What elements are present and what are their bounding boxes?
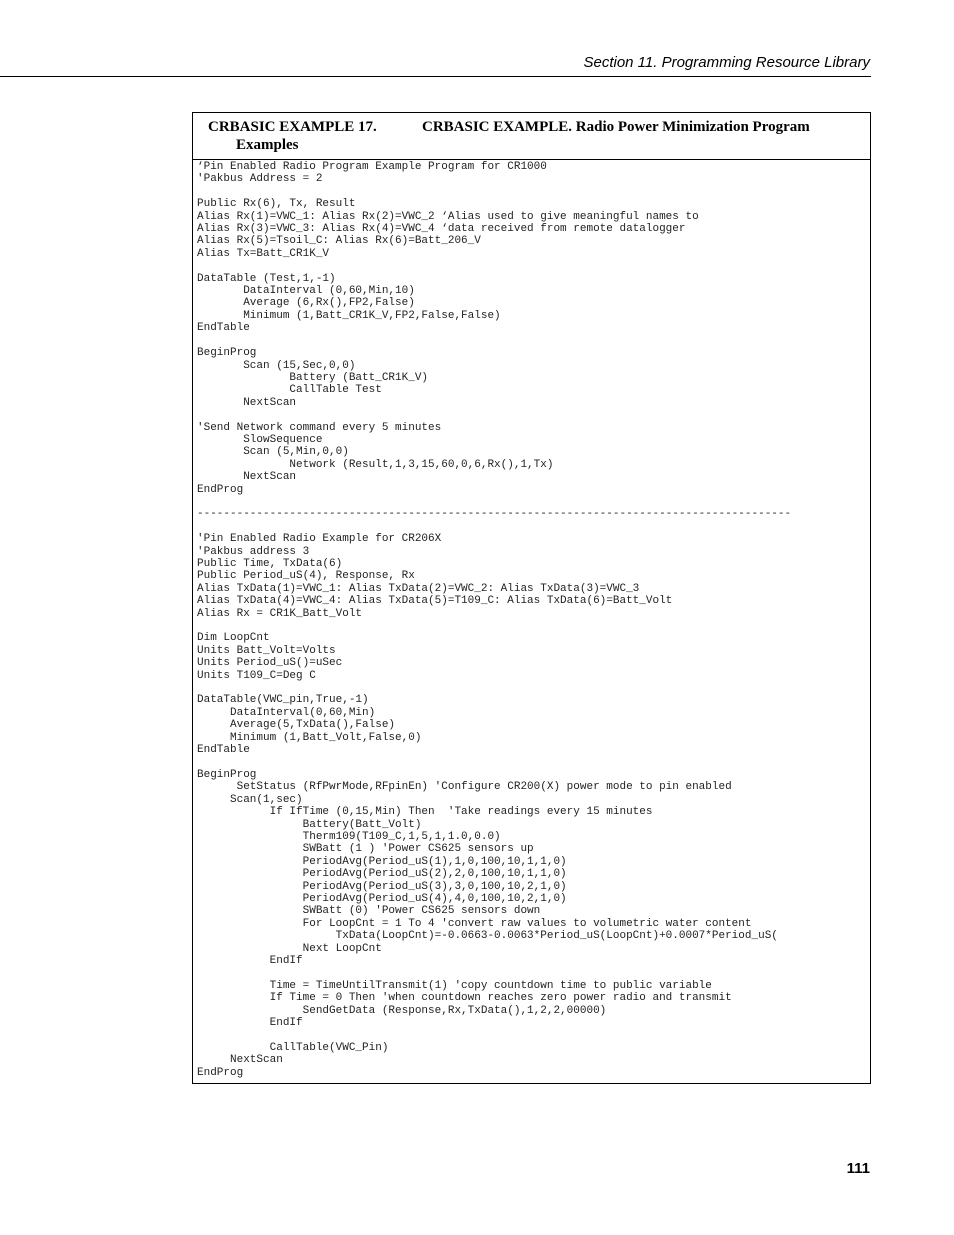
code-listing: ‘Pin Enabled Radio Program Example Program for CR1000 'Pakbus Address = 2 Public Rx(6), Tx, Result Alias Rx(1)=VWC_1: Alias Rx(2)=VWC_2 ‘Alias used to give meaningful names to Alias Rx(3)=VWC_3: Alias Rx(4)=VWC_4 ‘data received from remote datalogger Alias Rx(5)=Tsoil_C: Alias Rx(6)=Batt_206_V Alias Tx=Batt_CR1K_V DataTable (Test,1,-1) DataInterval (0,60,Min,10) Average (6,Rx(),FP2,False) Minimum (1,Batt_CR1K_V,FP2,False,False) EndTable BeginProg Scan (15,Sec,0,0) Battery (Batt_CR1K_V) CallTable Test NextScan 'Send Network command every 5 minutes SlowSequence Scan (5,Min,0,0) Network (Result,1,3,15,60,0,6,Rx(),1,Tx) NextScan EndProg ------------------------------------------------------------------------------------------ 'Pin Enabled Radio Example for CR206X 'Pakbus address 3 Public Time, TxData(6) Public Period_uS(4), Response, Rx Alias TxData(1)=VWC_1: Alias TxData(2)=VWC_2: Alias TxData(3)=VWC_3 Alias TxData(4)=VWC_4: Alias TxData(5)=T109_C: Alias TxData(6)=Batt_Volt Alias Rx = CR1K_Batt_Volt Dim LoopCnt Units Batt_Volt=Volts Units Period_uS()=uSec Units T109_C=Deg C DataTable(VWC_pin,True,-1) DataInterval(0,60,Min) Average(5,TxData(),False) Minimum (1,Batt_Volt,False,0) EndTable BeginProg SetStatus (RfPwrMode,RFpinEn) 'Configure CR200(X) power mode to pin enabled Scan(1,sec) If IfTime (0,15,Min) Then 'Take readings every 15 minutes Battery(Batt_Volt) Therm109(T109_C,1,5,1,1.0,0.0) SWBatt (1 ) 'Power CS625 sensors up PeriodAvg(Period_uS(1),1,0,100,10,1,1,0) PeriodAvg(Period_uS(2),2,0,100,10,1,1,0) PeriodAvg(Period_uS(3),3,0,100,10,2,1,0) PeriodAvg(Period_uS(4),4,0,100,10,2,1,0) SWBatt (0) 'Power CS625 sensors down For LoopCnt = 1 To 4 'convert raw values to volumetric water content TxData(LoopCnt)=-0.0663-0.0063*Period_uS(LoopCnt)+0.0007*Period_uS( Next LoopCnt EndIf Time = TimeUntilTransmit(1) 'copy countdown time to public variable If Time = 0 Then 'when countdown reaches zero power radio and transmit SendGetData (Response,Rx,TxData(),1,2,2,00000) EndIf CallTable(VWC_Pin) NextScan EndProg xyxy=(197,161,792,1079)
example-heading: CRBASIC EXAMPLE. Radio Power Minimization Program xyxy=(422,119,810,135)
code-example-box xyxy=(192,112,871,1084)
example-title-bar xyxy=(193,113,870,160)
example-heading-continued: Examples xyxy=(236,137,299,153)
page-number: 111 xyxy=(846,1160,870,1177)
running-header: Section 11. Programming Resource Library xyxy=(583,54,870,71)
header-rule xyxy=(0,76,871,77)
example-label: CRBASIC EXAMPLE 17. xyxy=(208,119,377,135)
